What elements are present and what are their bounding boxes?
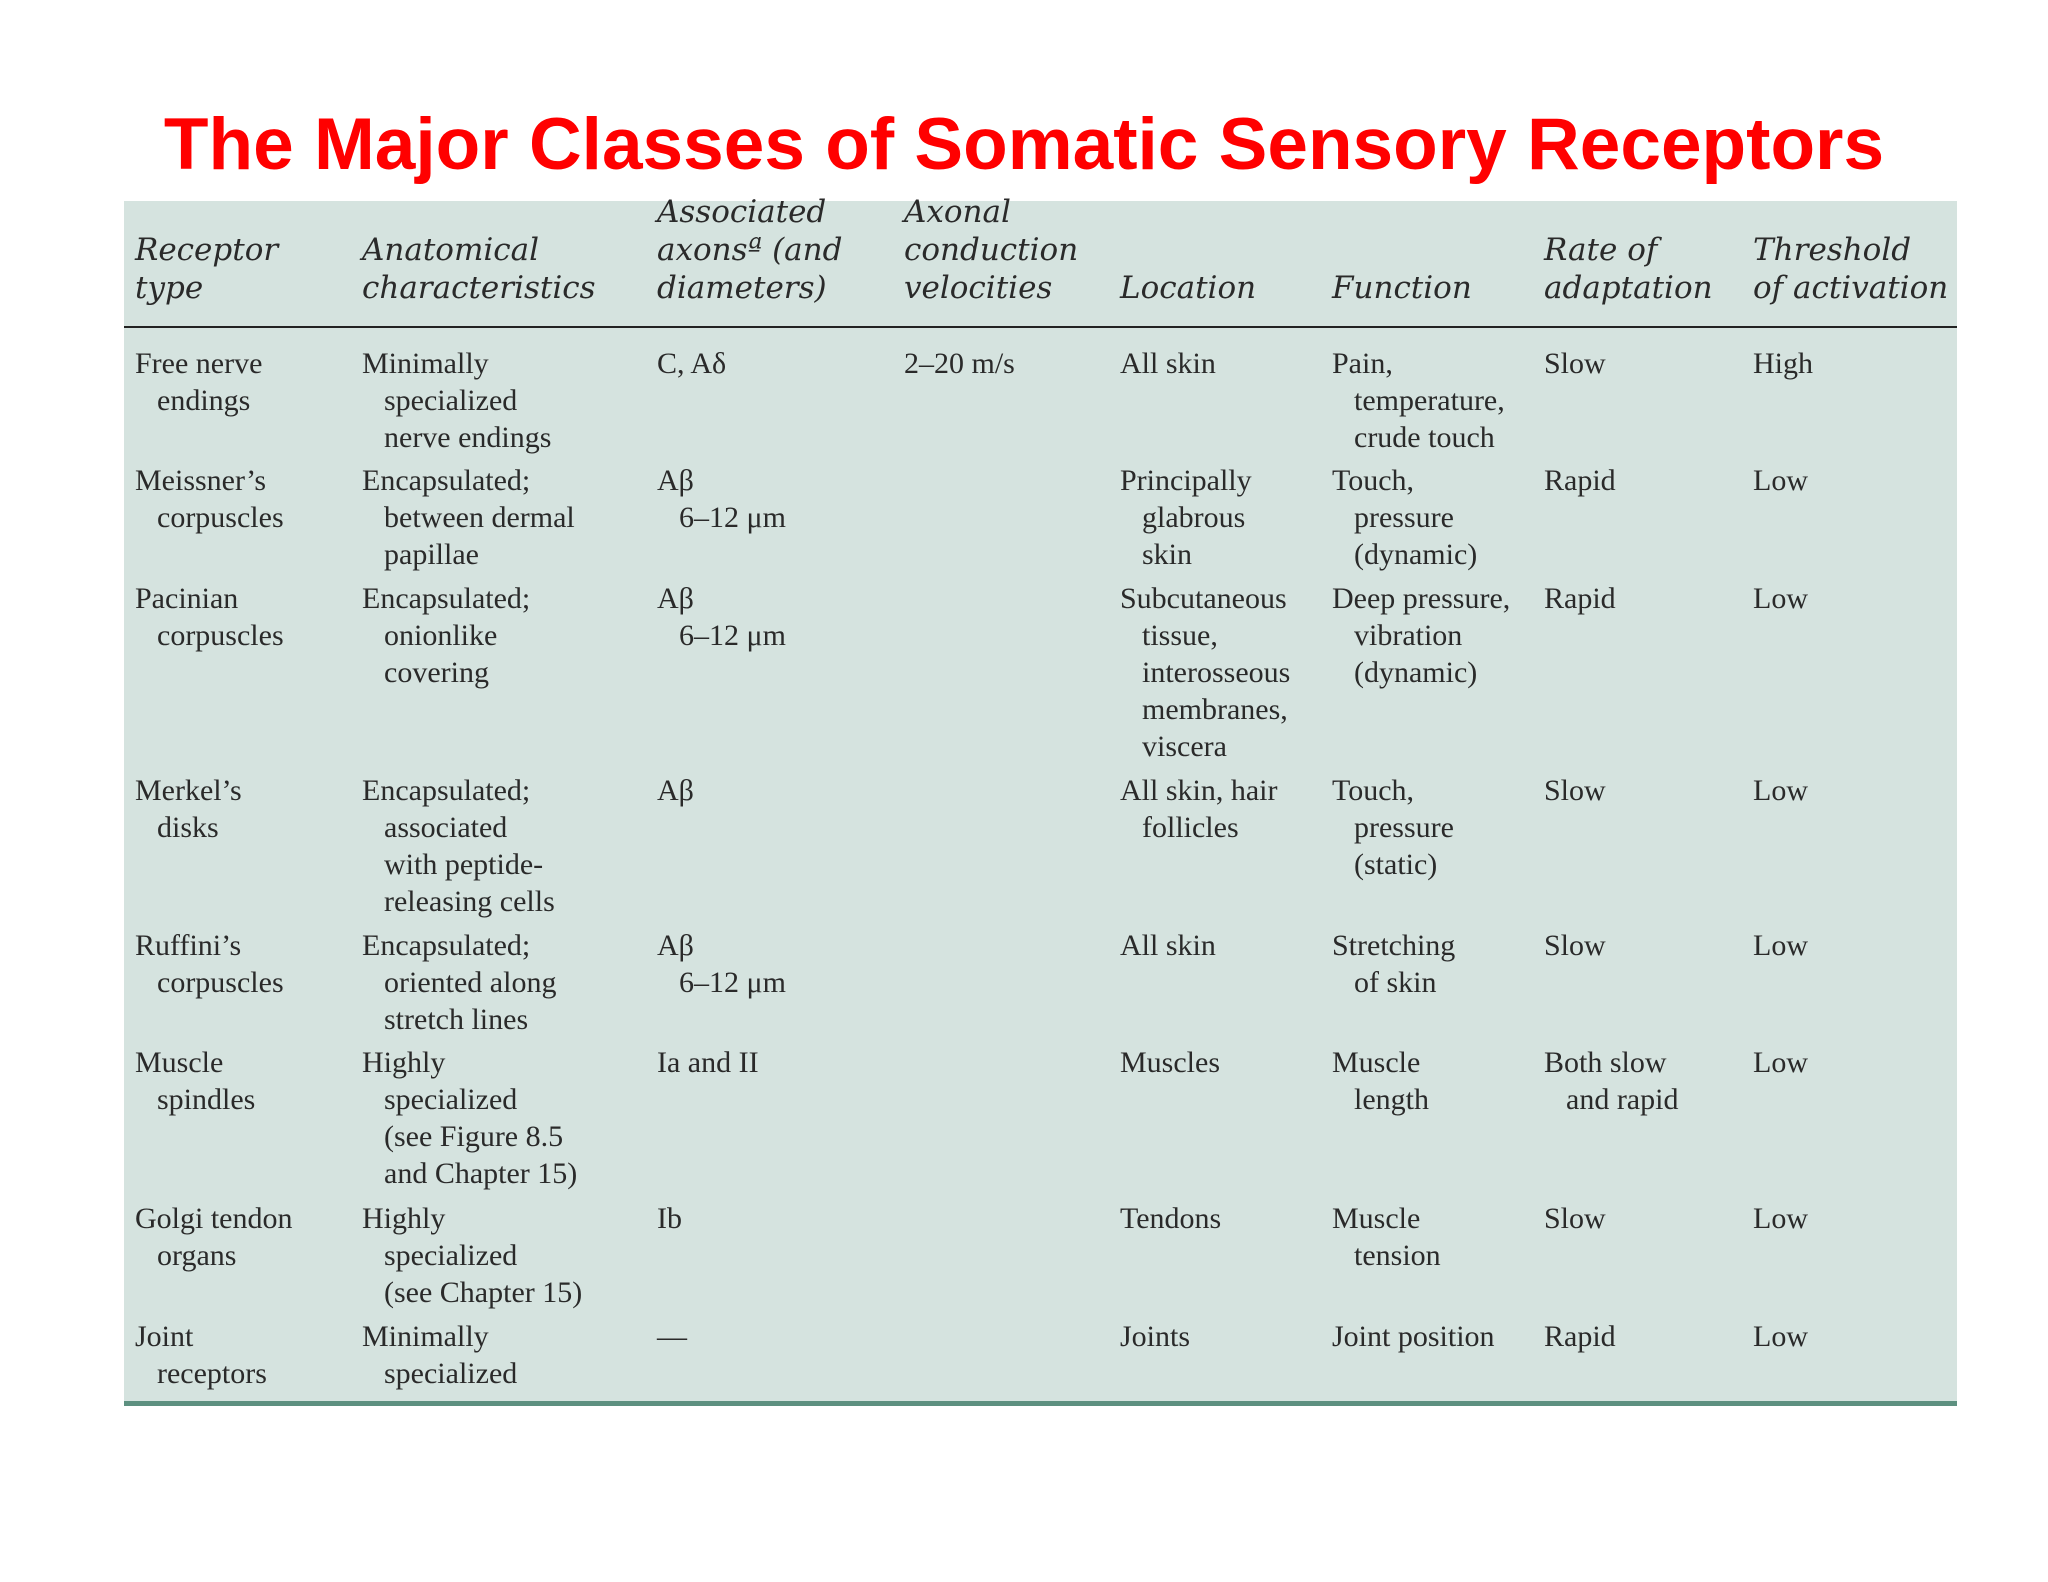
cell-receptor-type: Free nerve endings <box>135 347 263 417</box>
cell-anatomical: Highly specialized (see Figure 8.5 and Chapter 15) <box>362 1046 578 1190</box>
cell-location: All skin, hair follicles <box>1120 774 1278 844</box>
header-rate-of-adaptation: Rate of adaptation <box>1544 232 1713 306</box>
cell-axons: Aβ 6–12 μm <box>657 582 786 652</box>
cell-adaptation: Both slow and rapid <box>1544 1046 1679 1116</box>
cell-location: Tendons <box>1120 1202 1222 1235</box>
cell-threshold: Low <box>1753 1202 1808 1235</box>
cell-threshold: Low <box>1753 929 1808 962</box>
cell-function: Deep pressure, vibration (dynamic) <box>1332 582 1511 689</box>
header-receptor-type: Receptor type <box>135 232 279 306</box>
cell-threshold: Low <box>1753 582 1808 615</box>
cell-location: Subcutaneous tissue, interosseous membranes, viscera <box>1120 582 1291 763</box>
cell-adaptation: Rapid <box>1544 582 1616 615</box>
cell-receptor-type: Pacinian corpuscles <box>135 582 284 652</box>
cell-anatomical: Highly specialized (see Chapter 15) <box>362 1202 583 1309</box>
cell-anatomical: Minimally specialized <box>362 1320 518 1390</box>
cell-location: Principally glabrous skin <box>1120 464 1252 571</box>
cell-location: Muscles <box>1120 1046 1220 1079</box>
cell-location: All skin <box>1120 929 1216 962</box>
header-conduction-velocities: Axonal conduction velocities <box>904 194 1079 306</box>
slide-title: The Major Classes of Somatic Sensory Receptors <box>163 104 1885 185</box>
cell-function: Muscle tension <box>1332 1202 1441 1272</box>
header-location: Location <box>1120 270 1257 306</box>
cell-threshold: High <box>1753 347 1813 380</box>
cell-receptor-type: Merkel’s disks <box>135 774 242 844</box>
cell-receptor-type: Meissner’s corpuscles <box>135 464 284 534</box>
cell-threshold: Low <box>1753 1046 1808 1079</box>
cell-adaptation: Rapid <box>1544 464 1616 497</box>
cell-receptor-type: Golgi tendon organs <box>135 1202 293 1272</box>
header-divider <box>124 326 1957 328</box>
cell-adaptation: Slow <box>1544 929 1606 962</box>
cell-axons: C, Aδ <box>657 347 727 380</box>
cell-location: All skin <box>1120 347 1216 380</box>
cell-receptor-type: Joint receptors <box>135 1320 267 1390</box>
header-associated-axons: Associated axonsª (and diameters) <box>657 194 843 306</box>
cell-adaptation: Slow <box>1544 1202 1606 1235</box>
cell-anatomical: Encapsulated; oriented along stretch lines <box>362 929 557 1036</box>
cell-anatomical: Encapsulated; between dermal papillae <box>362 464 575 571</box>
receptor-table <box>124 194 1957 1406</box>
cell-receptor-type: Ruffini’s corpuscles <box>135 929 284 999</box>
cell-function: Touch, pressure (dynamic) <box>1332 464 1478 571</box>
cell-location: Joints <box>1120 1320 1191 1353</box>
cell-receptor-type: Muscle spindles <box>135 1046 256 1116</box>
cell-velocity: 2–20 m/s <box>904 347 1015 380</box>
cell-function: Stretching of skin <box>1332 929 1456 999</box>
cell-anatomical: Encapsulated; onionlike covering <box>362 582 531 689</box>
cell-function: Touch, pressure (static) <box>1332 774 1454 881</box>
cell-adaptation: Slow <box>1544 774 1606 807</box>
header-anatomical-characteristics: Anatomical characteristics <box>362 232 596 306</box>
header-function: Function <box>1332 270 1472 306</box>
cell-threshold: Low <box>1753 464 1808 497</box>
cell-anatomical: Minimally specialized nerve endings <box>362 347 552 454</box>
cell-axons: Aβ 6–12 μm <box>657 929 786 999</box>
cell-function: Muscle length <box>1332 1046 1429 1116</box>
cell-adaptation: Slow <box>1544 347 1606 380</box>
cell-axons: Aβ 6–12 μm <box>657 464 786 534</box>
cell-threshold: Low <box>1753 1320 1808 1353</box>
cell-axons: Aβ <box>657 774 694 807</box>
cell-threshold: Low <box>1753 774 1808 807</box>
cell-function: Pain, temperature, crude touch <box>1332 347 1505 454</box>
header-threshold-of-activation: Threshold of activation <box>1753 232 1949 306</box>
cell-axons: — <box>657 1320 687 1353</box>
cell-adaptation: Rapid <box>1544 1320 1616 1353</box>
cell-axons: Ia and II <box>657 1046 759 1079</box>
cell-function: Joint position <box>1332 1320 1495 1353</box>
cell-anatomical: Encapsulated; associated with peptide- releasing cells <box>362 774 555 918</box>
cell-axons: Ib <box>657 1202 682 1235</box>
